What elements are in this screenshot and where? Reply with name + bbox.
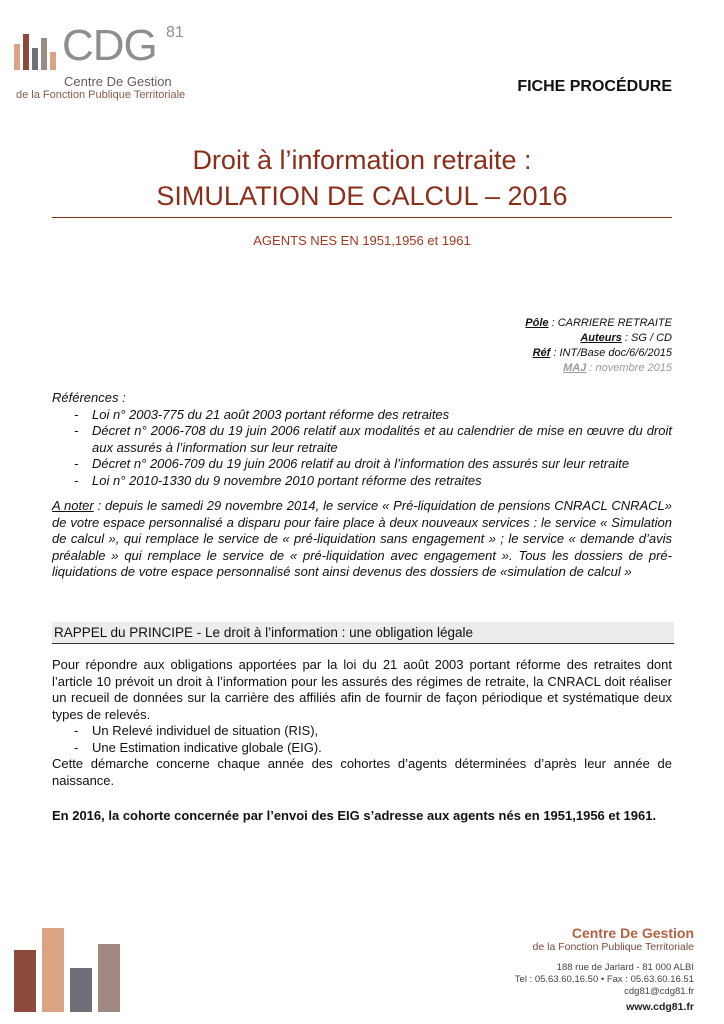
releves-list [52, 723, 672, 756]
logo-line1: Centre De Gestion [64, 74, 172, 89]
principe-after: Cette démarche concerne chaque année des cohortes d’agents déterminées d’après leur année de naissance. [52, 756, 672, 788]
cdg81-logo [14, 22, 194, 102]
closing-statement: En 2016, la cohorte concernée par l’envoi des EIG s’adresse aux agents nés en 1951,1956 et 1961. [52, 808, 657, 823]
logo-line2: de la Fonction Publique Territoriale [16, 89, 186, 101]
footer-bars-icon [14, 924, 124, 1012]
footer-address: 188 rue de Jarlard - 81 000 ALBI [556, 962, 694, 973]
document-title [0, 142, 724, 214]
logo-letters: CDG [62, 21, 157, 70]
title-line2: SIMULATION DE CALCUL – 2016 [156, 181, 568, 211]
footer-email: cdg81@cdg81.fr [624, 986, 694, 997]
footer-website: www.cdg81.fr [626, 1001, 694, 1013]
title-line1: Droit à l’information retraite : [192, 145, 532, 175]
footer-subtitle: de la Fonction Publique Territoriale [532, 941, 694, 953]
footer-phone: Tel : 05.63.60.16.50 • Fax : 05.63.60.16.51 [514, 974, 694, 985]
note-paragraph [52, 498, 672, 581]
references-heading: Références : [52, 390, 126, 405]
list-item: - Une Estimation indicative globale (EIG). [52, 740, 672, 757]
meta-maj: MAJ : novembre 2015 [563, 362, 672, 374]
footer-contact [515, 925, 694, 1014]
list-item: - Décret n° 2006-709 du 19 juin 2006 relatif au droit à l’information des assurés sur leur retraite [52, 456, 672, 473]
fiche-label: FICHE PROCÉDURE [517, 78, 672, 95]
document-meta [525, 316, 672, 376]
list-item: - Loi n° 2010-1330 du 9 novembre 2010 portant réforme des retraites [52, 473, 672, 490]
principe-block [52, 657, 672, 789]
section-heading: RAPPEL du PRINCIPE - Le droit à l’information : une obligation légale [52, 622, 674, 644]
note-text: : depuis le samedi 29 novembre 2014, le service « Pré-liquidation de pensions CNRACL CNRACL» de votre espace personnalisé a disparu pour faire place à deux nouveaux services : le service « Simulation de calcul », qui remplace le service de « pré-liquidation sans engagement » ; le service « demande d’avis préalable » qui remplace le service de « pré-liquidation avec engagement ». Tous les dossiers de pré-liquidations de votre espace personnalisé sont ainsi devenus des dossiers de «simulation de calcul » [52, 498, 673, 579]
footer-title: Centre De Gestion [571, 925, 694, 941]
meta-pole: Pôle : CARRIERE RETRAITE [525, 317, 672, 329]
references-list [52, 407, 672, 490]
list-item: - Loi n° 2003-775 du 21 août 2003 portant réforme des retraites [52, 407, 672, 424]
logo-number: 81 [166, 24, 184, 41]
meta-auteurs: Auteurs : SG / CD [580, 332, 672, 344]
title-divider [52, 217, 672, 218]
logo-bars-icon [14, 30, 64, 70]
principe-intro: Pour répondre aux obligations apportées par la loi du 21 août 2003 portant réforme des retraites dont l’article 10 prévoit un droit à l’information pour les assurés des régimes de retraite, la CNRACL doit réaliser un recueil de données sur la carrière des affiliés afin de fournir de façon périodique et systématique deux types de relevés. [52, 657, 672, 722]
note-label: A noter [52, 498, 94, 513]
list-item: - Un Relevé individuel de situation (RIS), [52, 723, 672, 740]
list-item: - Décret n° 2006-708 du 19 juin 2006 relatif aux modalités et au calendrier de mise en œuvre du droit aux assurés à l’information sur leur retraite [52, 423, 672, 456]
references-block [52, 390, 672, 489]
meta-ref: Réf : INT/Base doc/6/6/2015 [532, 347, 672, 359]
document-subtitle: AGENTS NES EN 1951,1956 et 1961 [253, 233, 471, 248]
